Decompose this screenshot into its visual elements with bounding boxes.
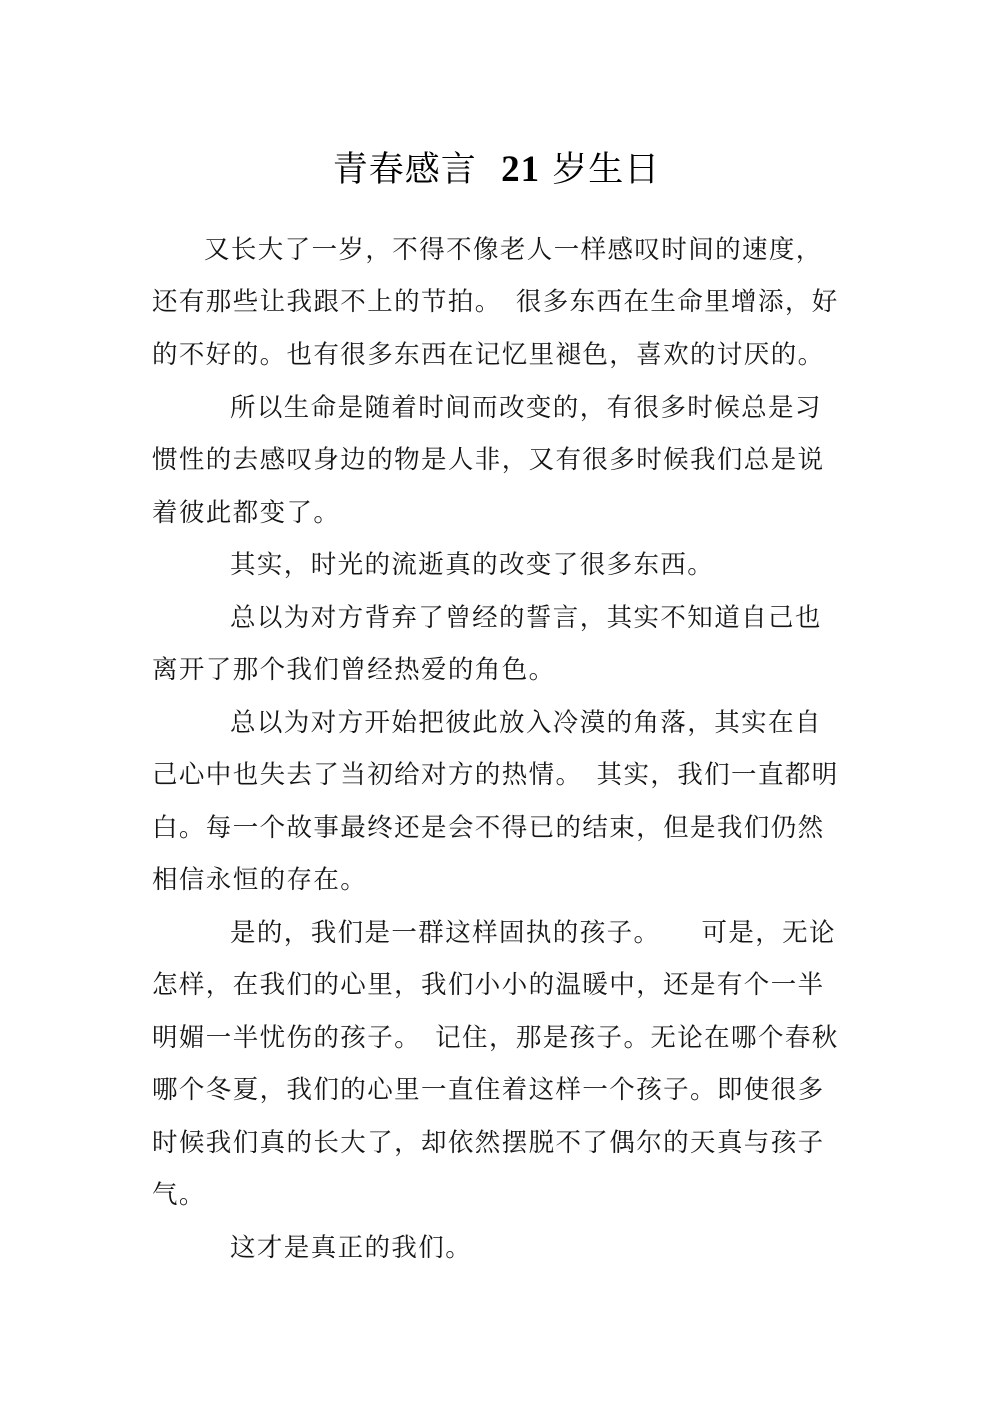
text-line: 是的，我们是一群这样固执的孩子。 可是，无论 bbox=[230, 918, 836, 948]
text-line: 哪个冬夏，我们的心里一直住着这样一个孩子。即使很多 bbox=[152, 1075, 825, 1105]
text-line: 还有那些让我跟不上的节拍。 很多东西在生命里增添，好 bbox=[152, 287, 839, 317]
text-line: 时候我们真的长大了，却依然摆脱不了偶尔的天真与孩子 bbox=[152, 1128, 825, 1158]
text-line: 惯性的去感叹身边的物是人非，又有很多时候我们总是说 bbox=[152, 445, 825, 475]
text-line: 总以为对方开始把彼此放入冷漠的角落，其实在自 bbox=[230, 708, 822, 738]
text-line: 己心中也失去了当初给对方的热情。 其实，我们一直都明 bbox=[152, 760, 839, 790]
text-line: 所以生命是随着时间而改变的，有很多时候总是习 bbox=[230, 393, 822, 423]
text-line: 怎样，在我们的心里，我们小小的温暖中，还是有个一半 bbox=[152, 970, 825, 1000]
title-number: 21 bbox=[501, 149, 541, 191]
document-title bbox=[0, 145, 993, 195]
text-line: 气。 bbox=[152, 1180, 206, 1210]
text-line: 其实，时光的流逝真的改变了很多东西。 bbox=[230, 550, 715, 580]
title-suffix: 岁生日 bbox=[552, 150, 661, 191]
text-line: 白。每一个故事最终还是会不得已的结束，但是我们仍然 bbox=[152, 813, 825, 843]
text-line: 的不好的。也有很多东西在记忆里褪色，喜欢的讨厌的。 bbox=[152, 340, 825, 370]
text-line: 又长大了一岁，不得不像老人一样感叹时间的速度， bbox=[204, 235, 823, 265]
text-line: 明媚一半忧伤的孩子。 记住，那是孩子。无论在哪个春秋 bbox=[152, 1023, 839, 1053]
text-line: 相信永恒的存在。 bbox=[152, 865, 368, 895]
text-line: 着彼此都变了。 bbox=[152, 498, 341, 528]
text-line: 这才是真正的我们。 bbox=[230, 1233, 473, 1263]
text-line: 总以为对方背弃了曾经的誓言，其实不知道自己也 bbox=[230, 603, 822, 633]
text-line: 离开了那个我们曾经热爱的角色。 bbox=[152, 655, 556, 685]
title-prefix: 青春感言 bbox=[332, 150, 477, 191]
